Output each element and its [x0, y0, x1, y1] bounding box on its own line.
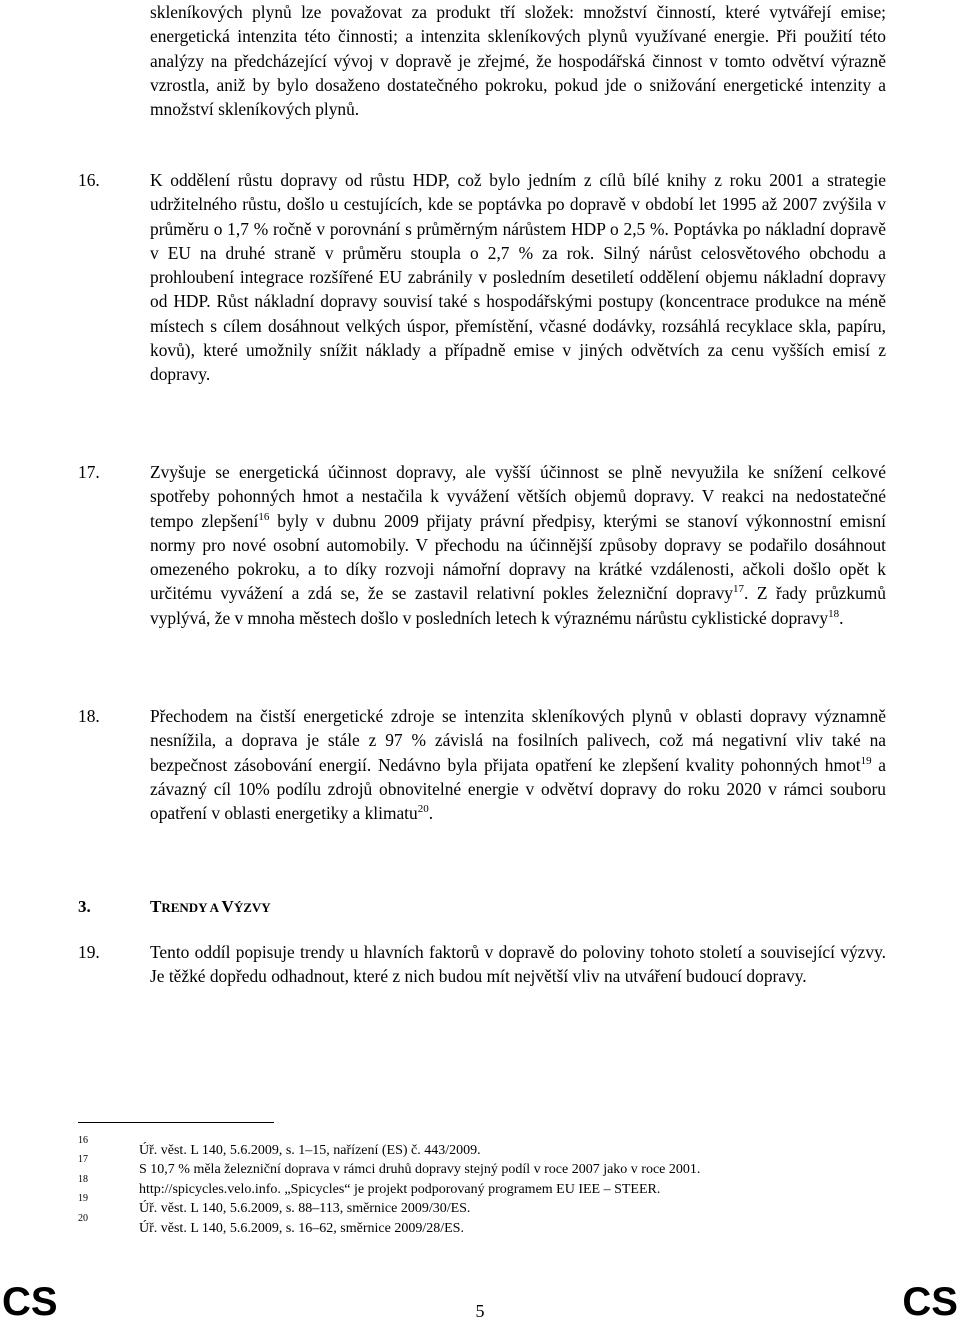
paragraph-number-18: 18. [78, 706, 100, 726]
paragraph-17 [150, 460, 886, 630]
intro-text: skleníkových plynů lze považovat za produkt tří složek: množství činností, které vytvářejí emise; energetická intenzita této činnosti; a intenzita skleníkových plynů využívané energie. Při použití této analýzy na předcházející vývoj v dopravě je zřejmé, že hospodářská činnost v tomto odvětví výrazně vzrostla, aniž by bylo dosaženo dostatečného pokroku, pokud jde o snižování energetické intenzity a množství skleníkových plynů. [150, 2, 886, 120]
footnote-text: http://spicycles.velo.info. „Spicycles“ je projekt podporovaný programem EU IEE – STEER. [139, 1181, 661, 1197]
paragraph-18-text-a: Přechodem na čistší energetické zdroje se intenzita skleníkových plynů v oblasti dopravy významně nesnížila, a doprava je stále z 97 % závislá na fosilních palivech, což má negativní vliv také na bezpečnost zásobování energií. Nedávno byla přijata opatření ke zlepšení kvality pohonných hmot [150, 706, 886, 775]
paragraph-number-17: 17. [78, 462, 100, 482]
footnote-18 [78, 1173, 898, 1199]
paragraph-19-text: Tento oddíl popisuje trendy u hlavních faktorů v dopravě do poloviny tohoto století a související výzvy. Je těžké dopředu odhadnout, které z nich budou mít největší vliv na utváření budoucí dopravy. [150, 942, 886, 987]
footnote-19 [78, 1193, 898, 1218]
footnote-number: 20 [78, 1212, 88, 1224]
section-title-part-1: T [150, 897, 162, 916]
paragraph-17-text-a: Zvyšuje se energetická účinnost dopravy, ale vyšší účinnost se plně nevyužila ke snížení celkové spotřeby pohonných hmot a nestačila k vyvážení větších objemů dopravy. V reakci na nedostatečné tempo zlepšení [150, 462, 886, 531]
footnote-number: 19 [78, 1193, 88, 1205]
paragraph-17-text-d: . [839, 607, 844, 628]
language-code-left: CS [2, 1280, 58, 1324]
footnote-number: 18 [78, 1173, 88, 1185]
intro-paragraph [150, 0, 886, 121]
paragraph-18-text-b: a závazný cíl 10% podílu zdrojů obnovitelné energie v odvětví dopravy do roku 2020 v rámci souboru opatření v oblasti energetiky a klimatu [150, 754, 887, 824]
section-title [150, 895, 271, 920]
footnote-ref-18[interactable]: 18 [828, 607, 840, 620]
footnote-17 [78, 1154, 898, 1179]
paragraph-19 [150, 940, 886, 989]
paragraph-number-19: 19. [78, 942, 100, 962]
section-title-part-3: V [221, 897, 234, 916]
section-title-part-2: RENDY A [161, 900, 222, 915]
footnote-16 [78, 1135, 898, 1160]
footnote-number: 17 [78, 1154, 88, 1166]
language-code-right: CS [902, 1280, 958, 1324]
footnote-separator [78, 1122, 274, 1123]
footnote-ref-16[interactable]: 16 [258, 510, 270, 523]
page-number: 5 [475, 1301, 485, 1321]
footnote-text: S 10,7 % měla železniční doprava v rámci druhů dopravy stejný podíl v roce 2007 jako v roce 2001. [139, 1162, 701, 1178]
footnote-20 [78, 1212, 898, 1238]
paragraph-16-text: K oddělení růstu dopravy od růstu HDP, což bylo jedním z cílů bílé knihy z roku 2001 a strategie udržitelného růstu, došlo u cestujících, kde se poptávka po dopravě v období let 1995 až 2007 zvýšila v průměru o 1,7 % ročně v porovnání s průměrným nárůstem HDP o 2,5 %. Poptávka po nákladní dopravě v EU na druhé straně v průměru stoupla o 2,7 % za rok. Silný nárůst celosvětového obchodu a prohloubení integrace rozšířené EU zabránily v posledním desetiletí oddělení objemu nákladní dopravy od HDP. Růst nákladní dopravy souvisí také s hospodářskými postupy (koncentrace produkce na méně místech s cílem dosáhnout velkých úspor, přemístění, včasné dodávky, rozsáhlá recyklace skla, papíru, kovů), které umožnily snížit náklady a případně emise v jiných odvětvích za cenu vyšších emisí z dopravy. [150, 170, 886, 385]
footnote-text: Úř. věst. L 140, 5.6.2009, s. 16–62, směrnice 2009/28/ES. [139, 1220, 464, 1236]
footnote-text: Úř. věst. L 140, 5.6.2009, s. 88–113, směrnice 2009/30/ES. [139, 1201, 471, 1217]
footnote-ref-17[interactable]: 17 [733, 583, 744, 596]
footnote-number: 16 [78, 1135, 88, 1146]
footnote-ref-20[interactable]: 20 [417, 803, 429, 816]
paragraph-number-16: 16. [78, 170, 100, 190]
footnote-ref-19[interactable]: 19 [860, 754, 872, 767]
paragraph-18-text-c: . [428, 803, 434, 824]
paragraph-16 [150, 168, 886, 387]
paragraph-17-text-b: byly v dubnu 2009 přijaty právní předpisy, kterými se stanoví výkonnostní emisní normy pro nové osobní automobily. V přechodu na účinnější způsoby dopravy se podařilo dosáhnout omezeného pokroku, a to díky rozvoji námořní dopravy na krátké vzdálenosti, ačkoli došlo opět k určitému vyvážení a zdá se, že se zastavil relativní pokles železniční dopravy [150, 510, 887, 604]
section-title-part-4: ÝZVY [233, 900, 271, 915]
section-number: 3. [78, 897, 91, 916]
paragraph-17-text-c: . Z řady průzkumů vyplývá, že v mnoha městech došlo v posledních letech k výraznému nárůstu cyklistické dopravy [150, 583, 886, 628]
footnote-list [78, 1135, 898, 1238]
footnote-text: Úř. věst. L 140, 5.6.2009, s. 1–15, nařízení (ES) č. 443/2009. [139, 1143, 481, 1158]
paragraph-18 [150, 704, 886, 825]
